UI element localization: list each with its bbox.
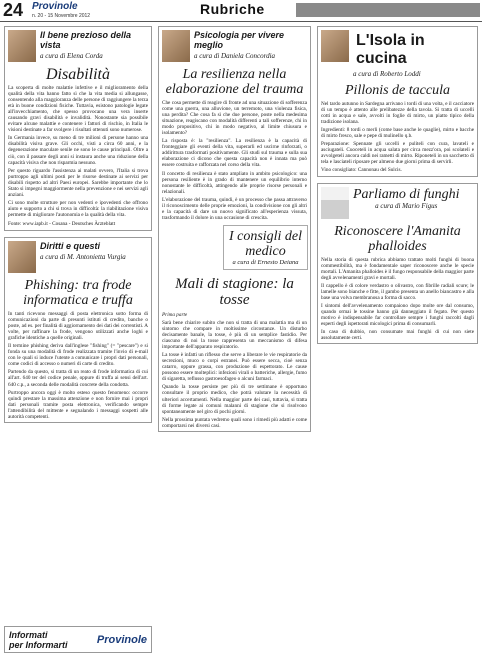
article-resilienza <box>158 26 311 432</box>
paragraph: L'elaborazione del trauma, quindi, è un processo che passa attraverso il riconoscimento delle proprie emozioni, la condivisione con gli altri e la capacità di dare un nuovo significato all'esperienza vissuta, trasformando il dolore in una occasione di crescita. <box>162 196 307 221</box>
column-right <box>317 26 478 653</box>
article-body <box>5 311 151 420</box>
article-funghi <box>317 183 478 345</box>
paragraph: Il termine phishing deriva dall'inglese "fishing" (= "pescare") e si fonda su una modalità di frode realizzata tramite l'invio di e-mail con le quali si induce l'utente a comunicare i propri dati personali, come codici di accesso o numeri di carte di credito. <box>8 343 148 368</box>
footer-slogan-line: per Informarti <box>9 639 68 650</box>
paragraph: In Germania invece, su meno di tre milioni di persone hanno una disabilità visiva grave. Gli occhi, visti a circa 60 anni, e la degenerazione maculare senile ne sono le cause principali. Oltre a ciò, con il passare degli anni si instaura anche una riduzione della capacità visiva che non risparmia nessuno. <box>8 135 148 166</box>
paragraph: Ci sono molte strutture per non vedenti e ipovedenti che offrono aiuto e supporto a chi si trova in difficoltà: la riabilitazione visiva permette di migliorare l'autonomia e la qualità della vita. <box>8 199 148 218</box>
dateline: n. 20 - 15 Novembre 2012 <box>32 13 91 19</box>
footer-slogan <box>9 630 68 650</box>
page-number: 24 <box>3 0 24 20</box>
paragraph: I sintomi dell'avvelenamento compaiono dopo molte ore dal consumo, quando ormai le tossine hanno già danneggiato il fegato. Per questo motivo è indispensabile far controllare sempre i funghi raccolti dagli esperti degli ispettorati micologici prima di consumarli. <box>321 302 474 327</box>
paragraph: La tosse è infatti un riflesso che serve a liberare le vie respiratorie da secrezioni, muco o corpi estranei. Può essere secca, cioè senza catarro, oppure grassa, con produzione di espettorato. Le cause possono essere molteplici: infezioni virali o batteriche, allergie, fumo di sigaretta, reflusso gastroesofageo o alcuni farmaci. <box>162 352 307 383</box>
article-source: Fonte: www.iapb.it - Cosana - Deutsches Ärzteblatt <box>8 220 116 227</box>
paragraph: Purtroppo ancora oggi è molto esteso questo fenomeno: occorre quindi prestare la massima attenzione e non fornire mai i propri dati personali tramite posta elettronica, verificando sempre l'attendibilità del mittente e segnalando i messaggi sospetti alle autorità competenti. <box>8 389 148 420</box>
paragraph: La risposta è: la "resilienza". La resilienza è la capacità di fronteggiare gli eventi della vita, superarli ed uscirne rinforzati, o addirittura trasformati positivamente. Gli studi sul trauma e sulla sua elaborazione ci dicono che questa capacità non è innata ma può essere costruita e rafforzata nel corso della vita. <box>162 138 307 169</box>
section-title: Rubriche <box>200 1 265 17</box>
article-kicker: Il bene prezioso della vista <box>40 30 132 50</box>
author-photo <box>8 241 36 273</box>
article-body <box>318 101 477 174</box>
article-byline: a cura di Daniela Concordia <box>194 52 276 60</box>
aside-consigli-medico <box>223 225 308 270</box>
article-cucina <box>317 26 478 177</box>
page-header <box>0 0 482 22</box>
column-middle <box>158 26 311 653</box>
article-phishing-kicker-row <box>5 238 151 276</box>
footer-banner <box>4 626 152 653</box>
paragraph: In caso di dubbio, non consumate mai funghi di cui non siete assolutamente certi. <box>321 329 474 342</box>
article-body <box>159 312 310 429</box>
article-vista-kicker-row <box>5 27 151 65</box>
footer-slogan-line: Informati <box>9 629 48 640</box>
article-byline: a cura di Elena Corda <box>40 52 103 60</box>
article-headline: Pillonis de taccula <box>345 83 450 98</box>
paragraph: In tanti ricevono messaggi di posta elettronica sotto forma di comunicazioni da parte di presunti istituti di credito, banche o poste, ad es. per finalità di aggiornamento dei dati dei correntisti. A volte, per raffinare la frode, vengono utilizzati anche loghi e grafiche identiche a quelle originali. <box>8 310 148 342</box>
article-part-label: Prima parte <box>162 311 188 318</box>
author-photo <box>162 30 190 62</box>
article-body <box>318 257 477 342</box>
article-cucina-kicker-row <box>318 27 477 81</box>
article-kicker: Psicologia per vivere meglio <box>194 30 285 50</box>
paragraph: Quando la tosse persiste per più di tre settimane è opportuno consultare il proprio medico, che potrà valutare la necessità di ulteriori accertamenti. Nella maggior parte dei casi, tuttavia, si tratta di forme legate ai comuni malanni di stagione che si risolvono spontaneamente nel giro di pochi giorni. <box>162 384 307 415</box>
article-headline: Disabilità <box>45 66 110 83</box>
author-photo <box>8 30 36 62</box>
article-funghi-kicker-row <box>318 184 477 222</box>
article-vista <box>4 26 152 231</box>
paragraph: Il cappello è di colore verdastro o olivastro, con fibrille radiali scure; le lamelle sono bianche e fitte, il gambo presenta un anello biancastro e alla base una volva membranosa a forma di sacco. <box>321 282 474 301</box>
author-photo <box>321 30 349 62</box>
paragraph: Nella prossima puntata vedremo quali sono i rimedi più adatti e come comportarsi nei diversi casi. <box>162 416 307 429</box>
article-headline: Phishing: tra frode informatica e truffa <box>23 277 133 308</box>
aside-title: I consigli del medico <box>228 228 303 259</box>
article-headline: Mali di stagione: la tosse <box>175 275 294 308</box>
masthead-logo: Provinole <box>32 1 78 12</box>
paragraph: Il concetto di resilienza è stato ampliato in ambito psicologico: una persona resiliente è in grado di mantenere un equilibrio interno nonostante le difficoltà, attingendo alle proprie risorse personali e relazionali. <box>162 170 307 195</box>
paragraph: Per questo riguardo l'assistenza ai malati ovvero, l'Italia si trova purtroppo agli ultimi posti per le risorse destinate ai servizi per disabili rispetto ad altri Paesi europei. Sarebbe importante che lo Stato si impegni maggiormente nella prevenzione e nei servizi agli anziani. <box>8 167 148 198</box>
article-phishing <box>4 237 152 423</box>
paragraph: Sarà bene chiarire subito che non si tratta di una malattia ma di un sintomo che compare in moltissime circostanze. Un disturbo decisamente banale, la tosse, è più di un semplice fastidio. Per ciascuno di noi la tosse rappresenta un meccanismo di difesa importante dell'apparato respiratorio. <box>162 319 307 351</box>
article-byline: a cura di M. Antonietta Vurgia <box>40 252 126 261</box>
article-byline: a cura di Roberto Loddi <box>353 70 421 78</box>
article-body <box>159 100 310 221</box>
paragraph: Che cosa permette di reagire di fronte ad una situazione di sofferenza come una guerra, una alluvione, un terremoto, una violenza fisica, una perdita? Che cosa fa sì che due persone, poste nella medesima situazione, reagiscano con modalità differenti a tali sofferenze, chi in modo propositivo, chi in modo negativo, al limite chiusura e isolamento? <box>162 100 307 137</box>
paragraph: Nel tardo autunno in Sardegna arrivano i tordi di una volta, e il cacciatore di un tempo è attento alle prelibatezze della tavola. Si tratta di uccelli cotti in acqua e sale, avvolti in foglie di mirto, un piatto tipico della tradizione isolana. <box>321 101 474 126</box>
paragraph: Nella storia di questa rubrica abbiamo trattato molti funghi di buona commestibilità, ma è fondamentale saper riconoscere anche le specie mortali. L'Amanita phalloides è il fungo responsabile della maggior parte degli avvelenamenti gravi e mortali. <box>321 256 474 281</box>
article-resilienza-kicker-row <box>159 27 310 65</box>
aside-byline: a cura di Ernesto Deiana <box>232 258 299 266</box>
header-band <box>296 3 480 17</box>
article-kicker: L'Isola in cucina <box>356 32 425 67</box>
paragraph: Ingredienti: 8 tordi o merli (come base anche le quaglie), mirto e bacche di mirto fresco, sale e pepe di mulinello q.b. <box>321 127 474 140</box>
article-headline: La resilienza nella elaborazione del trauma <box>165 67 304 97</box>
paragraph: Vino consigliato: Cannonau del Sulcis. <box>321 167 402 174</box>
article-body <box>5 85 151 218</box>
article-kicker: Parliamo di funghi <box>353 186 460 202</box>
column-left <box>4 26 152 653</box>
paragraph: Partendo da questo, si tratta di un reato di frode informatica di cui all'art. 640 ter del codice penale, oppure di truffa ai sensi dell'art. 640 c.p., a seconda delle modalità concrete della condotta. <box>8 369 148 388</box>
article-byline: a cura di Mario Figus <box>375 201 438 210</box>
article-headline: Riconoscere l'Amanita phalloides <box>334 223 461 254</box>
paragraph: La scoperta di molte malattie infettive e il miglioramento della qualità della vita hanno fatto sì che la vita media si allungasse, consentendo alla maggioranza delle persone di raggiungere la terza età in buone condizioni fisiche. Tuttavia, esistono patologie legate all'invecchiamento, che spesso provocano una vera inserte causando gravi disabilità e invalidità. Nonostante sia possibile evitare alcune malattie e contenere i fattori di rischio, in Italia le visioni destinate a far svolgere i risultati ottenuti sono numerose. <box>8 85 148 134</box>
mushroom-photo <box>321 187 349 219</box>
article-kicker: Diritti e questi <box>40 240 101 251</box>
footer-logo: Provinole <box>96 633 147 646</box>
paragraph: Preparazione: Spennate gli uccelli e puliteli con cura, lavateli e asciugateli. Cuoceteli in acqua salata per circa mezz'ora, poi scolateli e avvolgeteli ancora caldi nei rametti di mirto. Riponeteli in un sacchetto di tela e lasciateli riposare per almeno due giorni prima di servirli. <box>321 141 474 166</box>
